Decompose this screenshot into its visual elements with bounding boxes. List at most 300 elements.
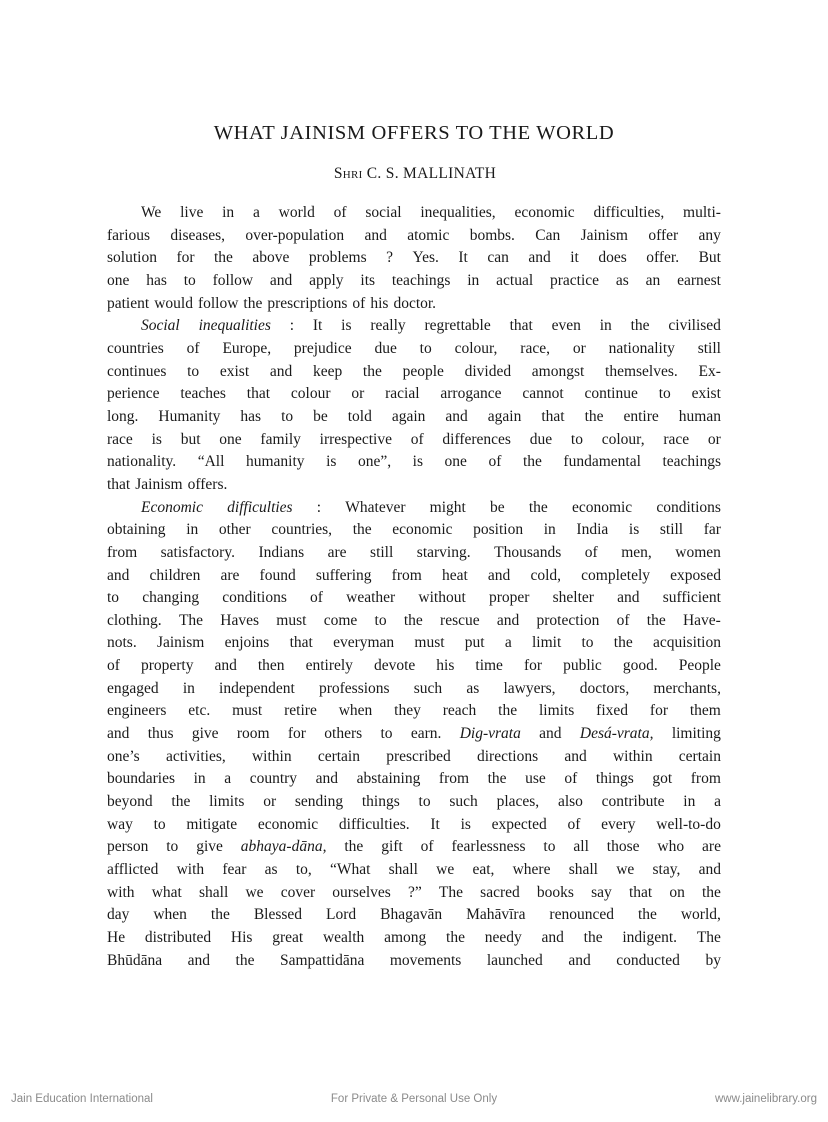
word: and <box>564 747 587 765</box>
word: one <box>219 430 242 448</box>
word: ?” <box>407 883 422 901</box>
word: practice <box>549 271 600 289</box>
word: amongst <box>531 362 585 380</box>
word: are <box>220 566 240 584</box>
word: to <box>153 815 166 833</box>
word: The <box>696 929 721 946</box>
word: weather <box>346 589 396 607</box>
word: inequalities, <box>420 204 496 221</box>
word: perience <box>107 385 160 403</box>
word: world, <box>680 906 721 924</box>
word: among <box>384 929 427 946</box>
word: human <box>678 407 721 425</box>
text-line <box>107 700 721 723</box>
word: on <box>669 883 685 901</box>
word: his <box>436 657 455 675</box>
word: sufficient <box>662 589 721 607</box>
word: way <box>107 815 133 833</box>
footer-publisher: Jain Education International <box>11 1093 153 1105</box>
word: actual <box>496 271 534 289</box>
word: Humanity <box>158 407 221 425</box>
word: and <box>187 951 211 969</box>
word: day <box>107 906 130 924</box>
word: afflicted <box>107 861 159 879</box>
word: movements <box>389 951 462 969</box>
word: limits <box>209 793 245 811</box>
text-line <box>107 565 721 588</box>
word: things <box>361 793 400 811</box>
word: people <box>402 362 444 380</box>
word: diseases, <box>170 226 226 244</box>
text-line <box>107 519 721 542</box>
word: and <box>698 861 721 879</box>
word: Lord <box>326 906 357 924</box>
word: to <box>281 407 294 425</box>
word: might <box>429 498 466 516</box>
word: it <box>570 249 579 267</box>
word: the <box>522 453 542 471</box>
word: sending <box>294 793 344 811</box>
word: to <box>418 793 431 811</box>
word: offer <box>648 226 679 244</box>
word: women <box>675 543 721 561</box>
word: launched <box>486 951 543 969</box>
word: all <box>573 838 589 856</box>
word: and <box>107 566 130 584</box>
word: and <box>539 725 562 743</box>
word: in <box>193 770 206 788</box>
word: Yes. <box>412 249 439 267</box>
word: irrespective <box>319 430 392 448</box>
word: India <box>576 521 609 539</box>
word: cannot <box>522 385 564 403</box>
word: the <box>352 521 372 539</box>
word: It <box>458 249 468 267</box>
word: places, <box>496 793 540 811</box>
word: a <box>714 793 721 811</box>
text-line <box>107 315 721 338</box>
word: must <box>232 702 263 720</box>
word: shall <box>568 861 598 879</box>
word: country <box>249 770 298 788</box>
word: eat, <box>472 861 495 879</box>
word: to <box>543 838 556 856</box>
word: the <box>446 929 465 946</box>
text-line <box>107 814 721 837</box>
word: things <box>595 770 634 788</box>
word: and <box>568 951 591 969</box>
word: of <box>616 611 630 629</box>
word: world <box>278 204 315 221</box>
word: one’s <box>107 747 140 765</box>
word: abstaining <box>356 770 421 788</box>
word: good. <box>622 657 658 675</box>
word: thus <box>147 725 174 743</box>
word: difficulties. <box>338 815 410 833</box>
word: to <box>374 611 387 629</box>
text-line <box>107 791 721 814</box>
word: limiting <box>671 725 721 743</box>
word: the <box>171 793 191 811</box>
word: and <box>445 407 468 425</box>
word: in <box>467 271 480 289</box>
text-line <box>107 836 721 859</box>
word: to <box>380 725 393 743</box>
word: give <box>196 838 223 856</box>
word: an <box>645 271 661 289</box>
word: a <box>252 204 260 221</box>
word: and <box>107 725 130 743</box>
word: farious <box>107 226 151 244</box>
word: has <box>240 407 262 425</box>
word: directions <box>477 747 539 765</box>
word: difficulties, <box>593 204 665 221</box>
word: them <box>689 702 721 720</box>
word: reach <box>442 702 477 720</box>
word: use <box>525 770 546 788</box>
word: in <box>683 793 696 811</box>
word: where <box>512 861 551 879</box>
word: the <box>362 362 382 380</box>
word: of <box>420 838 434 856</box>
word: Jainism <box>156 634 205 652</box>
word: arrogance <box>440 385 502 403</box>
word: books <box>536 883 574 901</box>
word: stay, <box>652 861 681 879</box>
word: the <box>344 838 364 856</box>
word: : <box>316 498 322 516</box>
word: countries <box>107 339 164 357</box>
word: People <box>678 657 721 675</box>
word: or <box>707 430 721 448</box>
author-name: C. S. MALLINATH <box>366 165 497 182</box>
word: of <box>584 543 598 561</box>
word: completely <box>581 566 651 584</box>
word: racial <box>385 385 420 403</box>
word: the <box>613 634 633 652</box>
word: He <box>107 929 126 946</box>
word: the <box>528 498 548 516</box>
word: found <box>259 566 296 584</box>
word: the <box>583 929 603 946</box>
word: wealth <box>322 929 365 946</box>
word: is <box>341 317 352 335</box>
word: the <box>487 770 507 788</box>
text-line <box>107 950 721 973</box>
word: Have- <box>682 611 721 629</box>
word: conducted <box>616 951 680 969</box>
word: multi- <box>683 204 721 221</box>
word: those <box>606 838 640 856</box>
text-line <box>107 542 721 565</box>
word: due <box>374 339 397 357</box>
word: The <box>438 883 463 901</box>
word: His <box>230 929 253 946</box>
word: continues <box>107 362 167 380</box>
word: far <box>703 521 721 539</box>
word: of <box>488 453 502 471</box>
author-prefix: Shri <box>333 165 363 182</box>
word: for <box>523 657 543 675</box>
word: also <box>557 793 583 811</box>
word: we <box>245 883 264 901</box>
word: that <box>509 317 533 335</box>
word: and <box>487 566 511 584</box>
word: shelter <box>552 589 594 607</box>
word: satisfactory. <box>160 543 235 561</box>
word: the <box>243 294 263 312</box>
word: proper <box>488 589 530 607</box>
word: for <box>176 249 195 267</box>
word: certain <box>317 747 360 765</box>
word: Thousands <box>494 543 562 561</box>
text-line <box>107 882 721 905</box>
word: must <box>276 611 307 629</box>
word: Haves <box>220 611 260 629</box>
text-line <box>107 383 721 406</box>
word: in <box>599 317 612 335</box>
word: earn. <box>410 725 442 743</box>
italic-term: inequalities <box>198 317 271 335</box>
word: “All <box>197 453 225 471</box>
word: expected <box>491 815 547 833</box>
word: family <box>260 430 301 448</box>
text-line <box>107 632 721 655</box>
page-title: WHAT JAINISM OFFERS TO THE WORLD <box>213 122 615 144</box>
word: economic <box>257 815 319 833</box>
word: : <box>289 317 295 335</box>
word: well-to-do <box>656 815 721 833</box>
word: but <box>180 430 201 448</box>
word: merchants, <box>653 679 721 697</box>
word: to <box>419 339 432 357</box>
word: within <box>612 747 653 765</box>
word: nationality. <box>107 453 177 471</box>
word: its <box>360 271 376 289</box>
word: others <box>324 725 363 743</box>
word: sacred <box>480 883 520 901</box>
word: contribute <box>601 793 665 811</box>
word: fear <box>222 861 247 879</box>
word: room <box>236 725 270 743</box>
text-line <box>107 406 721 429</box>
word: distributed <box>144 929 212 946</box>
word: professions <box>318 679 390 697</box>
text-line <box>107 270 721 293</box>
word: of <box>186 339 200 357</box>
word: colour <box>290 385 331 403</box>
word: prejudice <box>293 339 352 357</box>
word: with <box>176 861 205 879</box>
word: that <box>107 475 131 493</box>
text-line <box>107 338 721 361</box>
word: differences <box>442 430 511 448</box>
word: due <box>529 430 553 448</box>
word: themselves. <box>605 362 678 380</box>
word: from <box>391 566 422 584</box>
word: mitigate <box>186 815 238 833</box>
word: is <box>326 453 337 471</box>
word: and <box>496 611 520 629</box>
footer-website: www.jainelibrary.org <box>714 1093 817 1105</box>
word: indigent. <box>622 929 678 946</box>
word: the <box>702 883 721 901</box>
word: be <box>313 407 328 425</box>
word: person <box>107 838 149 856</box>
word: in <box>186 521 199 539</box>
word: for <box>649 702 668 720</box>
word: they <box>394 702 421 720</box>
word: then <box>257 657 285 675</box>
word: or <box>263 793 277 811</box>
word: to, <box>295 861 312 879</box>
word: limit <box>531 634 562 652</box>
word: enjoins <box>224 634 270 652</box>
word: the <box>403 611 423 629</box>
word: “What <box>329 861 371 879</box>
word: children <box>149 566 201 584</box>
word: the <box>584 407 604 425</box>
word: his <box>370 294 389 312</box>
word: rescue <box>440 611 480 629</box>
word: and <box>541 929 564 946</box>
word: of <box>310 589 323 607</box>
word: devote <box>373 657 416 675</box>
word: that <box>289 634 313 652</box>
word: atomic <box>407 226 450 244</box>
word: long. <box>107 407 139 425</box>
text-line <box>107 655 721 678</box>
italic-term: Economic <box>141 498 203 516</box>
word: the <box>498 702 518 720</box>
word: keep <box>312 362 343 380</box>
word: with <box>107 883 135 901</box>
text-line <box>107 429 721 452</box>
word: engineers <box>107 702 167 720</box>
word: again <box>391 407 426 425</box>
word: what <box>151 883 182 901</box>
text-line <box>107 746 721 769</box>
word: is <box>460 815 471 833</box>
word: Can <box>535 226 561 244</box>
text-line <box>107 361 721 384</box>
word: as <box>466 679 480 697</box>
word: to <box>581 634 594 652</box>
word: etc. <box>188 702 211 720</box>
word: such <box>449 793 478 811</box>
word: over-population <box>245 226 345 244</box>
word: humanity <box>245 453 305 471</box>
word: is <box>628 521 640 539</box>
word: of <box>410 430 424 448</box>
word: economic <box>571 498 633 516</box>
word: colour, <box>454 339 498 357</box>
word: beyond <box>107 793 153 811</box>
word: when <box>153 906 187 924</box>
word: say <box>591 883 612 901</box>
word: starving. <box>416 543 471 561</box>
word: the <box>214 249 233 267</box>
word: are <box>327 543 347 561</box>
word: within <box>251 747 292 765</box>
word: and <box>214 657 237 675</box>
word: But <box>698 249 721 267</box>
word: Whatever <box>345 498 406 516</box>
word: ? <box>386 249 393 267</box>
article-body <box>107 202 721 972</box>
word: or <box>351 385 365 403</box>
word: suffering <box>315 566 372 584</box>
word: shall <box>388 861 418 879</box>
word: time <box>475 657 503 675</box>
word: We <box>141 204 162 221</box>
word: clothing. <box>107 611 162 629</box>
word: any <box>698 226 721 244</box>
word: fundamental <box>563 453 641 471</box>
word: and <box>269 362 293 380</box>
word: Sampattidāna <box>279 951 365 969</box>
word: every <box>601 815 636 833</box>
word: Jainism <box>580 226 628 244</box>
word: activities, <box>165 747 226 765</box>
word: retire <box>284 702 317 720</box>
word: heat <box>441 566 468 584</box>
text-line <box>107 768 721 791</box>
word: of <box>564 770 578 788</box>
word: Europe, <box>222 339 272 357</box>
italic-term: Dig-vrata <box>459 725 521 743</box>
word: position <box>473 521 524 539</box>
word: is <box>151 430 162 448</box>
word: follow <box>212 271 254 289</box>
word: of <box>567 815 581 833</box>
text-line <box>107 225 721 248</box>
word: other <box>218 521 251 539</box>
word: needy <box>484 929 522 946</box>
word: offers. <box>187 475 228 493</box>
word: protection <box>536 611 600 629</box>
word: the <box>646 611 666 629</box>
word: put <box>464 634 485 652</box>
word: that <box>246 385 271 403</box>
word: again <box>487 407 522 425</box>
word: nots. <box>107 634 137 652</box>
word: regrettable <box>424 317 491 335</box>
text-line <box>107 474 721 497</box>
word: economic <box>392 521 453 539</box>
text-line <box>107 904 721 927</box>
word: follow <box>197 294 239 312</box>
word: men, <box>621 543 652 561</box>
word: race <box>663 430 690 448</box>
word: teachings <box>391 271 451 289</box>
word: one <box>107 271 130 289</box>
word: and <box>315 770 339 788</box>
word: cover <box>280 883 316 901</box>
italic-term: abhaya-dāna, <box>240 838 327 856</box>
word: teachings <box>662 453 721 471</box>
word: exist <box>219 362 250 380</box>
word: engaged <box>107 679 159 697</box>
word: fixed <box>596 702 629 720</box>
word: still <box>370 543 394 561</box>
word: colour, <box>601 430 645 448</box>
word: conditions <box>222 589 287 607</box>
word: to <box>107 589 120 607</box>
word: told <box>347 407 372 425</box>
word: who <box>657 838 685 856</box>
word: certain <box>678 747 721 765</box>
